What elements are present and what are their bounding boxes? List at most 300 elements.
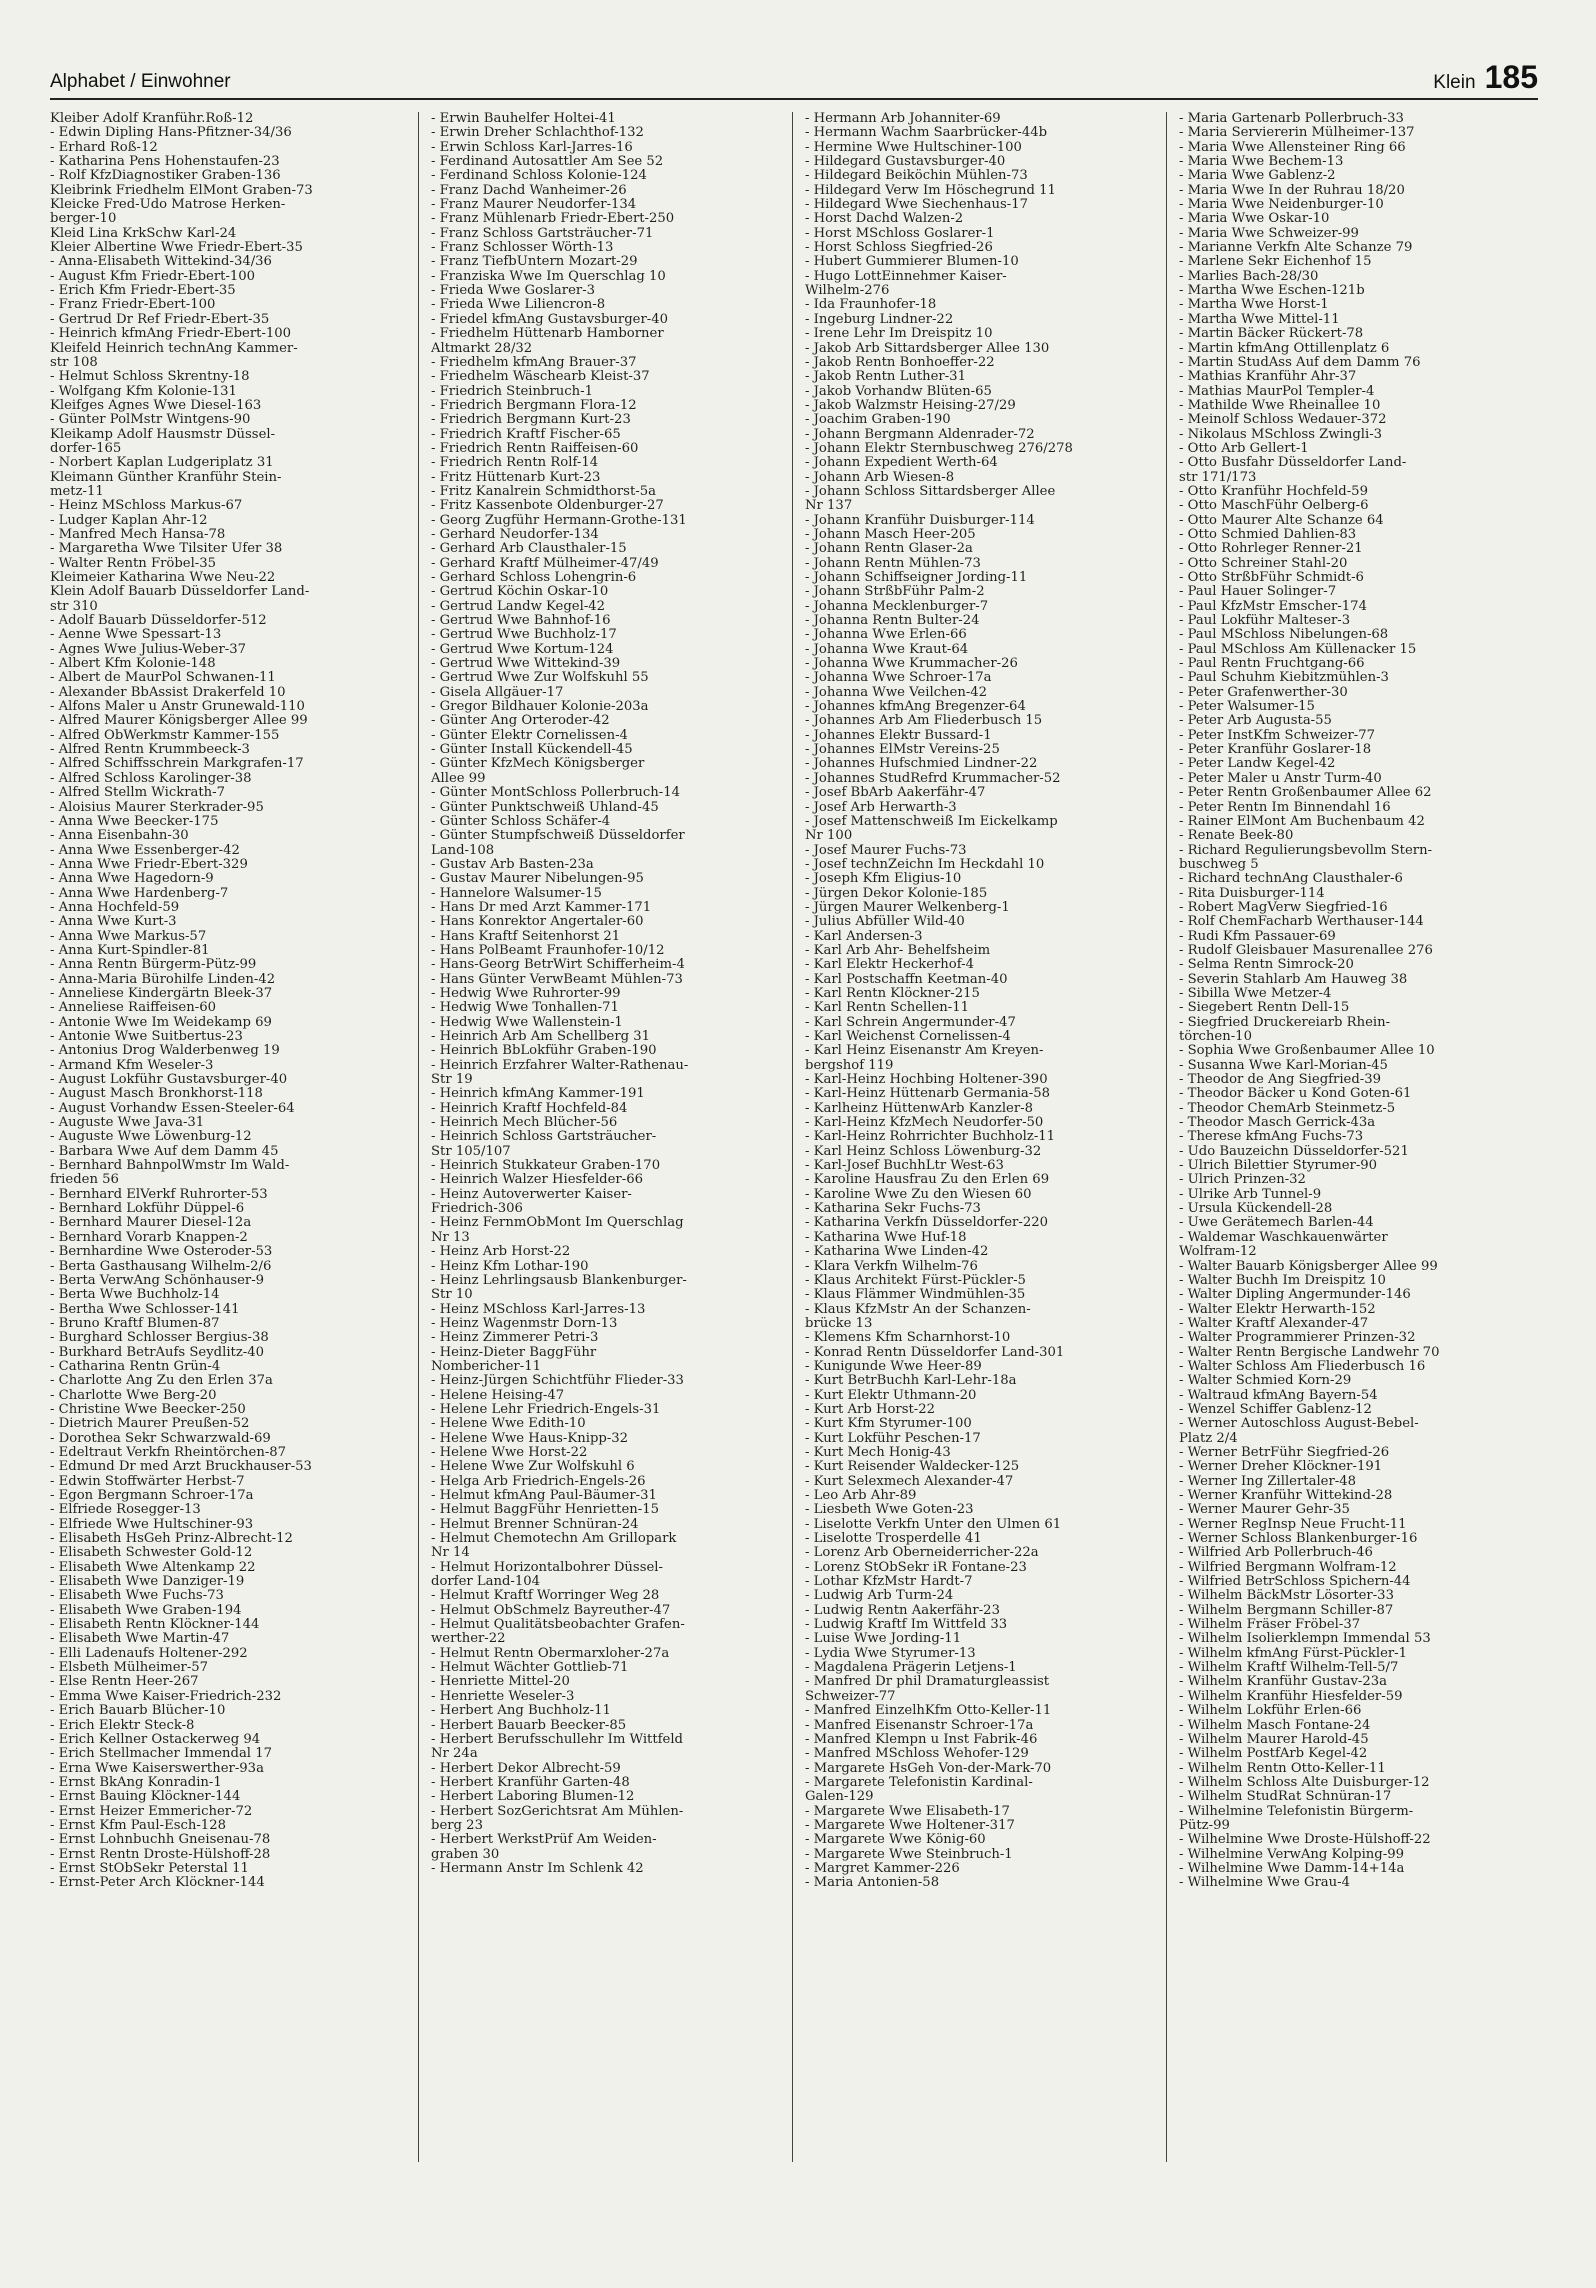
- directory-entry: - Werner Autoschloss August-Bebel-: [1179, 1417, 1419, 1432]
- directory-entry: - Ferdinand Autosattler Am See 52: [431, 155, 664, 170]
- directory-entry: Kleibrink Friedhelm ElMont Graben-73: [50, 183, 313, 198]
- directory-entry: - Bernhardine Wwe Osteroder-53: [50, 1245, 273, 1260]
- directory-entry: - Alfred Rentn Krummbeeck-3: [50, 743, 250, 758]
- directory-entry: - Albert Kfm Kolonie-148: [50, 657, 216, 672]
- directory-entry: - Anneliese Kindergärtn Bleek-37: [50, 986, 273, 1001]
- directory-entry: - Maria Wwe In der Ruhrau 18/20: [1179, 183, 1405, 198]
- directory-entry: - Meinolf Schloss Wedauer-372: [1179, 413, 1387, 428]
- directory-entry: - Hugo LottEinnehmer Kaiser-: [805, 269, 1007, 284]
- directory-entry: - Manfred EinzelhKfm Otto-Keller-11: [805, 1704, 1052, 1719]
- directory-entry: - Margarete Wwe König-60: [805, 1833, 986, 1848]
- directory-entry: - Erich Bauarb Blücher-10: [50, 1704, 226, 1719]
- directory-entry: - Martha Wwe Horst-1: [1179, 298, 1329, 313]
- directory-entry: - Karl Weichenst Cornelissen-4: [805, 1030, 1011, 1044]
- directory-entry: - Erich Elektr Steck-8: [50, 1718, 195, 1733]
- directory-entry: - Wilhelm Rentn Otto-Keller-11: [1179, 1761, 1386, 1776]
- directory-entry: - Maria Antonien-58: [805, 1876, 940, 1891]
- directory-entry: - Edmund Dr med Arzt Bruckhauser-53: [50, 1460, 312, 1475]
- directory-entry: - Erich Kellner Ostackerweg 94: [50, 1732, 261, 1747]
- directory-entry: - Burkhard BetrAufs Seydlitz-40: [50, 1345, 265, 1360]
- directory-entry: - Kurt Elektr Uthmann-20: [805, 1388, 977, 1403]
- directory-entry: - Klaus Architekt Fürst-Pückler-5: [805, 1273, 1026, 1288]
- directory-entry: - Henriette Mittel-20: [431, 1675, 570, 1690]
- directory-entry: - Hans Dr med Arzt Kammer-171: [431, 900, 652, 915]
- directory-entry: - Maria Wwe Allensteiner Ring 66: [1179, 140, 1406, 155]
- directory-entry: - Lydia Wwe Styrumer-13: [805, 1646, 976, 1661]
- directory-entry: - Christine Wwe Beecker-250: [50, 1402, 246, 1417]
- directory-entry: - Wilhelmine Telefonistin Bürgerm-: [1179, 1804, 1414, 1819]
- directory-entry: Kleikamp Adolf Hausmstr Düssel-: [50, 427, 276, 442]
- directory-entry: - Maria Wwe Gablenz-2: [1179, 169, 1336, 184]
- directory-entry: Schweizer-77: [805, 1689, 896, 1704]
- directory-entry: - Marlene Sekr Eichenhof 15: [1179, 255, 1372, 270]
- directory-entry: - Ernst Lohnbuchh Gneisenau-78: [50, 1833, 271, 1848]
- directory-entry: - Peter Maler u Anstr Turm-40: [1179, 771, 1382, 786]
- directory-entry: - Anna Wwe Markus-57: [50, 929, 207, 944]
- directory-entry: - Gertrud Wwe Buchholz-17: [431, 628, 617, 643]
- directory-entry: - Hedwig Wwe Tonhallen-71: [431, 1001, 619, 1016]
- directory-entry: - Frieda Wwe Liliencron-8: [431, 298, 606, 313]
- directory-entry: - Alfred ObWerkmstr Kammer-155: [50, 728, 280, 743]
- directory-entry: - Kurt Lokführ Peschen-17: [805, 1431, 981, 1446]
- directory-entry: - Wilhelmine Wwe Damm-14+14a: [1179, 1861, 1405, 1876]
- directory-entry: - Bernhard Vorarb Knappen-2: [50, 1230, 248, 1245]
- directory-entry: - Bertha Wwe Schlosser-141: [50, 1302, 240, 1317]
- directory-entry: - Hildegard Gustavsburger-40: [805, 155, 1006, 170]
- directory-entry: - Johann Rentn Mühlen-73: [805, 556, 981, 571]
- directory-entry: - Barbara Wwe Auf dem Damm 45: [50, 1144, 279, 1159]
- directory-entry: - Theodor Masch Gerrick-43a: [1179, 1116, 1376, 1131]
- directory-entry: - Wilhelm BäckMstr Lösorter-33: [1179, 1589, 1394, 1604]
- directory-entry: - Hermann Wachm Saarbrücker-44b: [805, 126, 1048, 141]
- column-1: [50, 112, 414, 1891]
- directory-entry: - Richard Regulierungsbevollm Stern-: [1179, 843, 1433, 858]
- directory-entry: - Georg Zugführ Hermann-Grothe-131: [431, 513, 687, 528]
- directory-entry: - Waldemar Waschkauenwärter: [1179, 1230, 1388, 1245]
- directory-entry: - Wilhelm Kranführ Hiesfelder-59: [1179, 1689, 1403, 1704]
- directory-entry: - Erwin Bauhelfer Holtei-41: [431, 112, 616, 126]
- directory-entry: - Heinrich Mech Blücher-56: [431, 1116, 618, 1131]
- directory-entry: - Elisabeth Schwester Gold-12: [50, 1546, 253, 1561]
- directory-entry: - Josef Mattenschweiß Im Eickelkamp: [805, 814, 1058, 829]
- directory-entry: - Edeltraut Verkfn Rheintörchen-87: [50, 1445, 287, 1460]
- directory-entry: - Helene Wwe Haus-Knipp-32: [431, 1431, 629, 1446]
- directory-entry: - Norbert Kaplan Ludgeriplatz 31: [50, 456, 274, 471]
- directory-entry: - Rolf KfzDiagnostiker Graben-136: [50, 169, 281, 184]
- directory-entry: - Paul Rentn Fruchtgang-66: [1179, 657, 1365, 672]
- directory-entry: - Franziska Wwe Im Querschlag 10: [431, 269, 666, 284]
- directory-entry: - Liselotte Trosperdelle 41: [805, 1532, 982, 1547]
- directory-entry: - Ernst Kfm Paul-Esch-128: [50, 1818, 226, 1833]
- directory-entry: - Sibilla Wwe Metzer-4: [1179, 986, 1332, 1001]
- directory-entry: - Kurt Arb Horst-22: [805, 1402, 936, 1417]
- directory-entry: - Elfriede Rosegger-13: [50, 1503, 201, 1518]
- directory-entry: - Karl Heinz Eisenanstr Am Kreyen-: [805, 1044, 1044, 1059]
- directory-entry: - Helmut Chemotechn Am Grillopark: [431, 1532, 677, 1547]
- directory-entry: - Kurt BetrBuchh Karl-Lehr-18a: [805, 1374, 1017, 1389]
- directory-entry: - Otto StrßbFühr Schmidt-6: [1179, 571, 1364, 585]
- directory-entry: - Bernhard Maurer Diesel-12a: [50, 1216, 252, 1231]
- directory-entry: - Burghard Schlosser Bergius-38: [50, 1331, 269, 1346]
- directory-entry: Nr 24a: [431, 1747, 478, 1762]
- directory-entry: - Kurt Mech Honig-43: [805, 1445, 951, 1460]
- directory-entry: - Margarete Wwe Holtener-317: [805, 1818, 1015, 1833]
- directory-entry: - Lorenz StObSekr iR Fontane-23: [805, 1560, 1027, 1575]
- directory-entry: - Robert MagVerw Siegfried-16: [1179, 900, 1388, 915]
- directory-entry: - Günter Elektr Cornelissen-4: [431, 728, 628, 743]
- directory-entry: - Ernst StObSekr Peterstal 11: [50, 1861, 249, 1876]
- directory-entry: - Else Rentn Heer-267: [50, 1675, 199, 1690]
- directory-entry: - Hermann Anstr Im Schlenk 42: [431, 1861, 644, 1876]
- directory-entry: - Kurt Selexmech Alexander-47: [805, 1474, 1014, 1489]
- directory-entry: - Wilfried Arb Pollerbruch-46: [1179, 1546, 1373, 1561]
- directory-entry: - Gerhard Neudorfer-134: [431, 527, 599, 542]
- directory-entry: - Egon Bergmann Schroer-17a: [50, 1489, 254, 1503]
- directory-entry: - Alfons Maler u Anstr Grunewald-110: [50, 700, 305, 715]
- directory-entry: - Johanna Wwe Erlen-66: [805, 628, 967, 643]
- directory-entry: - Walter Schmied Korn-29: [1179, 1374, 1352, 1389]
- directory-entry: - Fritz Kanalrein Schmidthorst-5a: [431, 484, 656, 499]
- directory-entry: - Heinz-Jürgen Schichtführ Flieder-33: [431, 1374, 684, 1389]
- directory-entry: - August Kfm Friedr-Ebert-100: [50, 269, 256, 284]
- directory-entry: - Herbert Dekor Albrecht-59: [431, 1761, 621, 1776]
- directory-entry: - Alfred Maurer Königsberger Allee 99: [50, 714, 308, 729]
- directory-entry: - Gertrud Wwe Kortum-124: [431, 642, 614, 657]
- directory-entry: - August Lokführ Gustavsburger-40: [50, 1073, 288, 1088]
- directory-entry: - Walter Rentn Bergische Landwehr 70: [1179, 1345, 1440, 1360]
- directory-entry: - Hans-Georg BetrWirt Schifferheim-4: [431, 958, 685, 973]
- directory-entry: - Wilfried BetrSchloss Spichern-44: [1179, 1575, 1411, 1590]
- directory-entry: - Paul MSchloss Nibelungen-68: [1179, 628, 1389, 643]
- directory-entry: - Walter Dipling Angermunder-146: [1179, 1288, 1411, 1303]
- directory-entry: Nr 100: [805, 829, 853, 844]
- directory-entry: - Heinz Autoverwerter Kaiser-: [431, 1187, 632, 1202]
- directory-entry: - Elisabeth Wwe Danziger-19: [50, 1575, 245, 1590]
- directory-entry: - Bernhard Lokführ Düppel-6: [50, 1202, 245, 1217]
- directory-entry: - Margaretha Wwe Tilsiter Ufer 38: [50, 542, 283, 557]
- directory-entry: - Wilhelm Bergmann Schiller-87: [1179, 1603, 1394, 1618]
- directory-entry: - Julius Abfüller Wild-40: [805, 915, 965, 930]
- directory-entry: - Otto Schreiner Stahl-20: [1179, 556, 1348, 571]
- directory-entry: - Adolf Bauarb Düsseldorfer-512: [50, 614, 267, 629]
- directory-entry: Str 10: [431, 1288, 473, 1303]
- directory-entry: - Herbert Laboring Blumen-12: [431, 1790, 635, 1805]
- directory-entry: - Franz Friedr-Ebert-100: [50, 298, 216, 313]
- directory-entry: - Karl Rentn Klöckner-215: [805, 986, 980, 1001]
- directory-entry: - Marianne Verkfn Alte Schanze 79: [1179, 241, 1413, 256]
- directory-entry: - Gertrud Köchin Oskar-10: [431, 585, 609, 600]
- directory-entry: - Peter Walsumer-15: [1179, 700, 1315, 715]
- directory-entry: - Karl Elektr Heckerhof-4: [805, 958, 974, 973]
- directory-entry: - Martin kfmAng Ottillenplatz 6: [1179, 341, 1390, 356]
- directory-entry: dorfer-165: [50, 441, 122, 456]
- directory-entry: - Hermann Arb Johanniter-69: [805, 112, 1001, 126]
- directory-entry: - Erwin Schloss Karl-Jarres-16: [431, 140, 633, 155]
- directory-entry: - Erna Wwe Kaiserswerther-93a: [50, 1761, 264, 1776]
- directory-entry: - Ernst BkAng Konradin-1: [50, 1775, 222, 1790]
- directory-entry: - Maria Wwe Schweizer-99: [1179, 226, 1359, 241]
- directory-entry: - Helmut Schloss Skrentny-18: [50, 370, 250, 385]
- directory-entry: - Wenzel Schiffer Gablenz-12: [1179, 1402, 1372, 1417]
- directory-entry: - Johannes StudRefrd Krummacher-52: [805, 771, 1061, 786]
- directory-entry: - Dietrich Maurer Preußen-52: [50, 1417, 250, 1432]
- directory-entry: - Friedrich Steinbruch-1: [431, 384, 593, 399]
- directory-entry: Str 105/107: [431, 1144, 511, 1159]
- directory-entry: - Anna Wwe Friedr-Ebert-329: [50, 857, 248, 872]
- column-4: [1166, 112, 1539, 2162]
- directory-entry: - Ludger Kaplan Ahr-12: [50, 513, 208, 528]
- directory-entry: - Peter Landw Kegel-42: [1179, 757, 1336, 772]
- directory-entry: - Karl Arb Ahr- Behelfsheim: [805, 943, 991, 958]
- directory-entry: - Helga Arb Friedrich-Engels-26: [431, 1474, 646, 1489]
- directory-entry: - Mathilde Wwe Rheinallee 10: [1179, 398, 1381, 413]
- directory-entry: - Ulrich Prinzen-32: [1179, 1173, 1306, 1188]
- directory-entry: - Liesbeth Wwe Goten-23: [805, 1503, 974, 1518]
- directory-entry: - Elisabeth Wwe Graben-194: [50, 1603, 242, 1618]
- directory-entry: Kleiber Adolf Kranführ.Roß-12: [50, 112, 254, 126]
- directory-entry: - Gertrud Landw Kegel-42: [431, 599, 606, 614]
- directory-entry: - Manfred MSchloss Wehofer-129: [805, 1747, 1029, 1762]
- directory-entry: - Anna Wwe Hardenberg-7: [50, 886, 229, 901]
- directory-entry: - Karl-Josef BuchhLtr West-63: [805, 1159, 1004, 1174]
- directory-entry: - Berta VerwAng Schönhauser-9: [50, 1273, 265, 1288]
- directory-entry: - Rainer ElMont Am Buchenbaum 42: [1179, 814, 1425, 829]
- directory-entry: - Helmut Rentn Obermarxloher-27a: [431, 1646, 670, 1661]
- directory-entry: Pütz-99: [1179, 1818, 1230, 1833]
- directory-entry: - Anna Wwe Hagedorn-9: [50, 872, 214, 887]
- directory-entry: - Wolfgang Kfm Kolonie-131: [50, 384, 237, 399]
- directory-entry: - Jakob Walzmstr Heising-27/29: [805, 398, 1016, 413]
- directory-entry: - Wilhelm kfmAng Fürst-Pückler-1: [1179, 1646, 1408, 1661]
- directory-entry: - Katharina Pens Hohenstaufen-23: [50, 155, 280, 170]
- directory-entry: - Paul Lokführ Malteser-3: [1179, 614, 1351, 629]
- directory-entry: Kleifeld Heinrich technAng Kammer-: [50, 341, 298, 356]
- directory-entry: - Margarete Wwe Steinbruch-1: [805, 1847, 1013, 1862]
- directory-entry: - Marlies Bach-28/30: [1179, 269, 1319, 284]
- directory-entry: - Heinrich BbLokführ Graben-190: [431, 1044, 657, 1059]
- directory-entry: - Johann Schloss Sittardsberger Allee: [805, 484, 1056, 499]
- directory-entry: - Therese kfmAng Fuchs-73: [1179, 1130, 1364, 1145]
- directory-entry: - Karl-Heinz Rohrrichter Buchholz-11: [805, 1130, 1056, 1145]
- directory-entry: - Heinrich Kraftf Hochfeld-84: [431, 1101, 628, 1116]
- directory-entry: - Franz Schlosser Wörth-13: [431, 241, 614, 256]
- directory-entry: - Joachim Graben-190: [805, 413, 951, 428]
- directory-entry: - Walter Kraftf Alexander-47: [1179, 1316, 1369, 1331]
- directory-entry: - Charlotte Wwe Berg-20: [50, 1388, 217, 1403]
- directory-entry: berger-10: [50, 212, 117, 227]
- directory-entry: - Helmut Brenner Schnüran-24: [431, 1517, 639, 1532]
- directory-entry: Kleicke Fred-Udo Matrose Herken-: [50, 198, 286, 213]
- directory-entry: - Wilhelm Kraftf Wilhelm-Tell-5/7: [1179, 1661, 1399, 1676]
- directory-entry: - Paul MSchloss Am Küllenacker 15: [1179, 642, 1417, 657]
- directory-entry: - Anna Eisenbahn-30: [50, 829, 189, 844]
- directory-entry: - Karoline Wwe Zu den Wiesen 60: [805, 1187, 1032, 1202]
- directory-entry: - Wilhelmine Wwe Grau-4: [1179, 1876, 1351, 1891]
- directory-entry: - Elisabeth Wwe Fuchs-73: [50, 1589, 224, 1604]
- directory-entry: - Rolf ChemFacharb Werthauser-144: [1179, 915, 1424, 930]
- directory-entry: - Lothar KfzMstr Hardt-7: [805, 1575, 973, 1590]
- directory-entry: Kleimeier Katharina Wwe Neu-22: [50, 571, 276, 585]
- directory-entry: - Ulrike Arb Tunnel-9: [1179, 1187, 1322, 1202]
- directory-entry: - Kurt Reisender Waldecker-125: [805, 1460, 1020, 1475]
- directory-entry: - Hans Konrektor Angertaler-60: [431, 915, 644, 930]
- directory-entry: - Wilfried Bergmann Wolfram-12: [1179, 1560, 1397, 1575]
- directory-entry: - Konrad Rentn Düsseldorfer Land-301: [805, 1345, 1065, 1360]
- directory-entry: - Wilhelmine Wwe Droste-Hülshoff-22: [1179, 1833, 1431, 1848]
- directory-entry: - Klaus Flämmer Windmühlen-35: [805, 1288, 1026, 1303]
- directory-entry: - Siegebert Rentn Dell-15: [1179, 1001, 1350, 1016]
- directory-entry: metz-11: [50, 484, 104, 499]
- directory-entry: - Elsbeth Mülheimer-57: [50, 1661, 209, 1676]
- directory-entry: - August Vorhandw Essen-Steeler-64: [50, 1101, 295, 1116]
- directory-entry: - Maria Gartenarb Pollerbruch-33: [1179, 112, 1404, 126]
- directory-entry: - Johann Rentn Glaser-2a: [805, 542, 973, 557]
- directory-entry: - Josef BbArb Aakerfähr-47: [805, 786, 986, 801]
- directory-entry: - Erich Stellmacher Immendal 17: [50, 1747, 272, 1762]
- directory-entry: - Heinrich Erzfahrer Walter-Rathenau-: [431, 1058, 689, 1073]
- page-number: 185: [1484, 59, 1538, 95]
- directory-entry: - Günter PolMstr Wintgens-90: [50, 413, 251, 428]
- directory-entry: - Klaus KfzMstr An der Schanzen-: [805, 1302, 1031, 1317]
- directory-entry: - Heinrich Arb Am Schellberg 31: [431, 1030, 651, 1044]
- directory-entry: - Lorenz Arb Oberneiderricher-22a: [805, 1546, 1039, 1561]
- directory-entry: - Anneliese Raiffeisen-60: [50, 1001, 216, 1016]
- directory-entry: buschweg 5: [1179, 857, 1259, 872]
- directory-entry: - Walter Elektr Herwarth-152: [1179, 1302, 1376, 1317]
- directory-entry: - Günter Install Kückendell-45: [431, 743, 633, 758]
- directory-entry: - Martha Wwe Eschen-121b: [1179, 284, 1365, 299]
- directory-entry: - Peter Kranführ Goslarer-18: [1179, 743, 1372, 758]
- directory-entry: - Walter Programmierer Prinzen-32: [1179, 1331, 1416, 1346]
- directory-entry: - Waltraud kfmAng Bayern-54: [1179, 1388, 1378, 1403]
- directory-entry: Kleier Albertine Wwe Friedr-Ebert-35: [50, 241, 303, 256]
- page-header: [50, 58, 1538, 100]
- directory-entry: - Friedel kfmAng Gustavsburger-40: [431, 312, 669, 327]
- directory-entry: - Ida Fraunhofer-18: [805, 298, 937, 313]
- directory-entry: - Martin StudAss Auf dem Damm 76: [1179, 355, 1421, 370]
- directory-entry: - Kurt Kfm Styrumer-100: [805, 1417, 972, 1432]
- directory-entry: - Ursula Kückendell-28: [1179, 1202, 1333, 1217]
- directory-entry: Friedrich-306: [431, 1202, 523, 1217]
- directory-entry: Kleimann Günther Kranführ Stein-: [50, 470, 282, 485]
- directory-entry: - Gerhard Schloss Lohengrin-6: [431, 571, 637, 585]
- directory-entry: - Heinz Wagenmstr Dorn-13: [431, 1316, 618, 1331]
- directory-entry: - Johannes ElMstr Vereins-25: [805, 743, 1000, 758]
- directory-entry: - Karl-Heinz Hüttenarb Germania-58: [805, 1087, 1051, 1102]
- directory-entry: - Susanna Wwe Karl-Morian-45: [1179, 1058, 1388, 1073]
- directory-entry: - Charlotte Ang Zu den Erlen 37a: [50, 1374, 273, 1389]
- directory-entry: - Mathias Kranführ Ahr-37: [1179, 370, 1357, 385]
- directory-entry: Kleid Lina KrkSchw Karl-24: [50, 226, 237, 241]
- directory-entry: - Agnes Wwe Julius-Weber-37: [50, 642, 246, 657]
- directory-entry: - Ernst Rentn Droste-Hülshoff-28: [50, 1847, 271, 1862]
- directory-entry: - Rudolf Gleisbauer Masurenallee 276: [1179, 943, 1433, 958]
- directory-entry: - Sophia Wwe Großenbaumer Allee 10: [1179, 1044, 1435, 1059]
- directory-entry: - Johann Arb Wiesen-8: [805, 470, 955, 485]
- directory-entry: - Ludwig Rentn Aakerfähr-23: [805, 1603, 1000, 1618]
- directory-entry: - Franz TiefbUntern Mozart-29: [431, 255, 638, 270]
- directory-entry: - Hans Kraftf Seitenhorst 21: [431, 929, 621, 944]
- directory-entry: - Heinz Lehrlingsausb Blankenburger-: [431, 1273, 687, 1288]
- directory-entry: - Friedrich Bergmann Kurt-23: [431, 413, 631, 428]
- directory-entry: - Antonie Wwe Suitbertus-23: [50, 1030, 243, 1044]
- directory-entry: - Gisela Allgäuer-17: [431, 685, 564, 700]
- directory-entry: Nombericher-11: [431, 1359, 541, 1374]
- directory-entry: - Jakob Vorhandw Blüten-65: [805, 384, 992, 399]
- directory-entry: Nr 14: [431, 1546, 470, 1561]
- directory-entry: - Peter Arb Augusta-55: [1179, 714, 1332, 729]
- running-surname: Klein: [1433, 72, 1476, 93]
- directory-entry: - Catharina Rentn Grün-4: [50, 1359, 221, 1374]
- directory-entry: - Nikolaus MSchloss Zwingli-3: [1179, 427, 1383, 442]
- directory-entry: - Hildegard Beiköchin Mühlen-73: [805, 169, 1028, 184]
- directory-entry: bergshof 119: [805, 1058, 894, 1073]
- directory-entry: Nr 13: [431, 1230, 470, 1245]
- directory-entry: - Wilhelm Masch Fontane-24: [1179, 1718, 1371, 1733]
- directory-entry: - Elli Ladenaufs Holtener-292: [50, 1646, 248, 1661]
- directory-entry: Allee 99: [431, 771, 486, 786]
- directory-entry: - Otto Kranführ Hochfeld-59: [1179, 484, 1368, 499]
- directory-entry: - Johanna Mecklenburger-7: [805, 599, 989, 614]
- directory-entry: - Franz Dachd Wanheimer-26: [431, 183, 627, 198]
- directory-entry: - Aenne Wwe Spessart-13: [50, 628, 222, 643]
- directory-entry: - Friedhelm kfmAng Brauer-37: [431, 355, 637, 370]
- directory-entry: - Wilhelm Fräser Fröbel-37: [1179, 1618, 1361, 1633]
- directory-entry: - Otto MaschFühr Oelberg-6: [1179, 499, 1369, 514]
- directory-entry: - Klemens Kfm Scharnhorst-10: [805, 1331, 1011, 1346]
- directory-entry: - Herbert Ang Buchholz-11: [431, 1704, 611, 1719]
- directory-entry: - Helmut Kraftf Worringer Weg 28: [431, 1589, 660, 1604]
- directory-entry: - Elisabeth Wwe Altenkamp 22: [50, 1560, 256, 1575]
- directory-entry: - Margret Kammer-226: [805, 1861, 960, 1876]
- directory-entry: - Severin Stahlarb Am Hauweg 38: [1179, 972, 1408, 987]
- directory-entry: - Hans PolBeamt Fraunhofer-10/12: [431, 943, 665, 958]
- directory-entry: - Josef Arb Herwarth-3: [805, 800, 957, 815]
- directory-entry: - Selma Rentn Simrock-20: [1179, 958, 1354, 973]
- directory-entry: Galen-129: [805, 1790, 874, 1805]
- directory-entry: - Johannes Hufschmied Lindner-22: [805, 757, 1038, 772]
- directory-entry: - Anna Kurt-Spindler-81: [50, 943, 210, 958]
- directory-entry: - Richard technAng Clausthaler-6: [1179, 872, 1403, 887]
- directory-entry: - Alfred Schiffsschrein Markgrafen-17: [50, 757, 304, 772]
- directory-entry: - Herbert Bauarb Beecker-85: [431, 1718, 627, 1733]
- directory-entry: - Johann Elektr Sternbuschweg 276/278: [805, 441, 1073, 456]
- directory-entry: - Gustav Arb Basten-23a: [431, 857, 594, 872]
- directory-entry: - Hildegard Verw Im Höschegrund 11: [805, 183, 1056, 198]
- directory-entry: - Margarete Telefonistin Kardinal-: [805, 1775, 1033, 1790]
- directory-entry: - Gertrud Wwe Bahnhof-16: [431, 614, 611, 629]
- directory-entry: - Elfriede Wwe Hultschiner-93: [50, 1517, 254, 1532]
- directory-entry: - Johannes kfmAng Bregenzer-64: [805, 700, 1026, 715]
- directory-entry: - Helene Wwe Edith-10: [431, 1417, 586, 1432]
- directory-entry: - Elisabeth Wwe Martin-47: [50, 1632, 230, 1647]
- directory-entry: - Hildegard Wwe Siechenhaus-17: [805, 198, 1028, 213]
- directory-entry: - Walter Bauarb Königsberger Allee 99: [1179, 1259, 1438, 1274]
- directory-entry: - Hubert Gummierer Blumen-10: [805, 255, 1019, 270]
- directory-entry: - Josef technZeichn Im Heckdahl 10: [805, 857, 1045, 872]
- directory-entry: - Margarete HsGeh Von-der-Mark-70: [805, 1761, 1052, 1776]
- directory-entry: - Heinrich kfmAng Friedr-Ebert-100: [50, 327, 292, 342]
- directory-entry: - Jakob Rentn Bonhoeffer-22: [805, 355, 995, 370]
- directory-entry: - Edwin Dipling Hans-Pfitzner-34/36: [50, 126, 292, 141]
- directory-entry: - Katharina Wwe Linden-42: [805, 1245, 989, 1260]
- directory-entry: - Gerhard Kraftf Mülheimer-47/49: [431, 556, 659, 571]
- page-marker: [1433, 59, 1538, 96]
- directory-entry: - Josef Maurer Fuchs-73: [805, 843, 967, 858]
- directory-entry: - Erwin Dreher Schlachthof-132: [431, 126, 644, 141]
- directory-entry: - Rita Duisburger-114: [1179, 886, 1325, 901]
- directory-entry: - Bernhard BahnpolWmstr Im Wald-: [50, 1159, 290, 1174]
